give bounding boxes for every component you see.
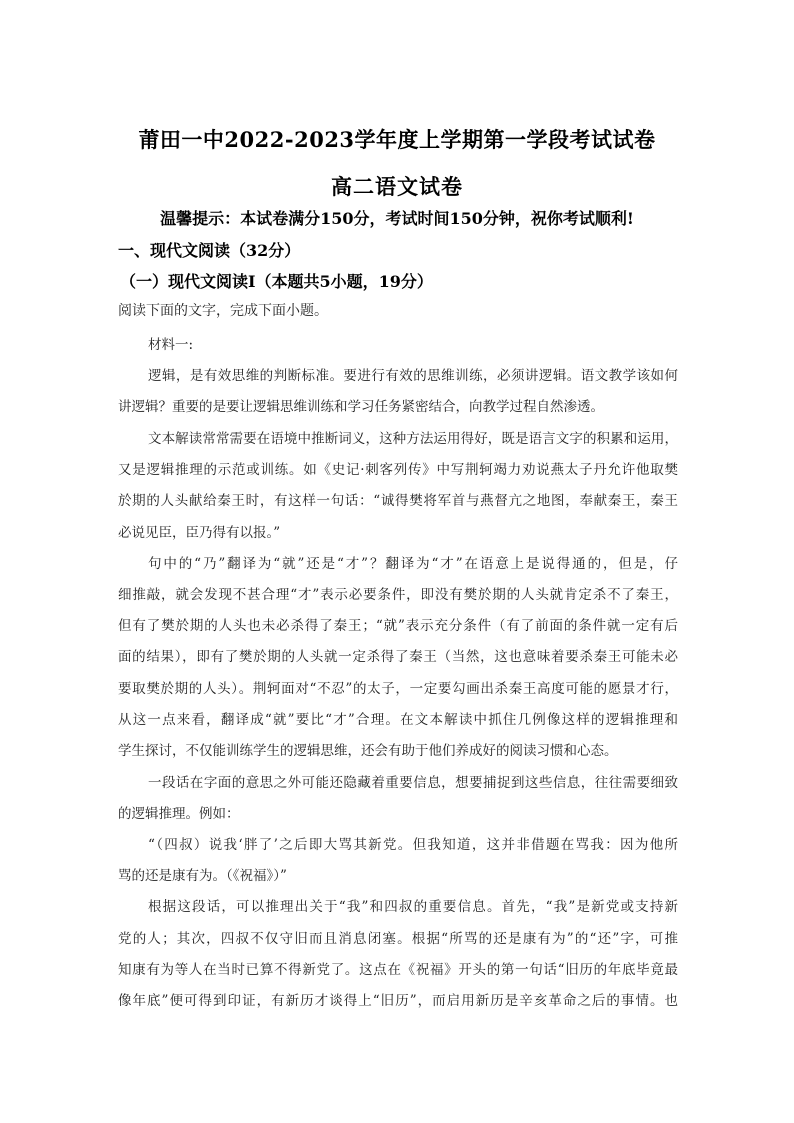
passage-line: 根据这段话，可以推理出关于“我”和四叔的重要信息。首先，“我”是新党或支持新 (148, 899, 678, 915)
passage-line: 面的结果），即有了樊於期的人头就一定杀得了秦王（当然，这也意味着要杀秦王可能未必 (118, 649, 678, 665)
instruction-text: 阅读下面的文字，完成下面小题。 (118, 303, 328, 319)
passage-line: 从这一点来看，翻译成“就”要比“才”合理。在文本解读中抓住几例像这样的逻辑推理和 (118, 712, 678, 728)
passage-line: 细推敲，就会发现不甚合理“才”表示必要条件，即没有樊於期的人头就肯定杀不了秦王， (118, 587, 678, 603)
passage-line: 讲逻辑？重要的是要让逻辑思维训练和学习任务紧密结合，向教学过程自然渗透。 (118, 399, 604, 415)
passage-line: 党的人；其次，四叔不仅守旧而且消息闭塞。根据“所骂的还是康有为”的“还”字，可推 (118, 931, 678, 947)
passage-line: 文本解读常常需要在语境中推断词义，这种方法运用得好，既是语言文字的积累和运用， (148, 431, 678, 447)
material-label: 材料一: (148, 337, 194, 353)
passage-line: 逻辑，是有效思维的判断标准。要进行有效的思维训练，必须讲逻辑。语文教学该如何 (148, 368, 678, 384)
exam-tip: 温馨提示：本试卷满分150分，考试时间150分钟，祝你考试顺利! (160, 209, 634, 228)
passage-line: 句中的“乃”翻译为“就”还是“才”？翻译为“才”在语意上是说得通的，但是，仔 (148, 556, 678, 572)
passage-line: 要取樊於期的人头）。荆轲面对“不忍”的太子，一定要勾画出杀秦王高度可能的愿景才行， (118, 681, 678, 697)
exam-title: 莆田一中2022-2023学年度上学期第一学段考试试卷 (138, 127, 656, 152)
passage-line: 学生探讨，不仅能训练学生的逻辑思维，还会有助于他们养成好的阅读习惯和心态。 (118, 743, 618, 759)
passage-line: 必说见臣，臣乃得有以报。” (118, 525, 281, 541)
section-heading-part1: 一、现代文阅读（32分） (118, 241, 301, 260)
passage-line: 像年底”便可得到印证，有新历才谈得上“旧历”，而启用新历是辛亥革命之后的事情。也 (118, 993, 678, 1009)
passage-line: 一段话在字面的意思之外可能还隐藏着重要信息，想要捕捉到这些信息，往往需要细致 (148, 775, 678, 791)
passage-line: 的逻辑推理。例如： (118, 806, 240, 822)
section-heading-part1-1: （一）现代文阅读Ⅰ（本题共5小题，19分） (120, 272, 433, 291)
passage-line: 於期的人头献给秦王时，有这样一句话：“诚得樊将军首与燕督亢之地图，奉献秦王，秦王 (118, 493, 678, 509)
passage-line: 但有了樊於期的人头也未必杀得了秦王；“就”表示充分条件（有了前面的条件就一定有后 (118, 618, 678, 634)
passage-line: “（四叔）说我‘胖了’之后即大骂其新党。但我知道，这并非借题在骂我：因为他所 (148, 837, 678, 853)
passage-line: 骂的还是康有为。（《祝福》）” (118, 868, 287, 884)
passage-line: 又是逻辑推理的示范或训练。如《史记·刺客列传》中写荆轲竭力劝说燕太子丹允许他取樊 (118, 462, 678, 478)
passage-line: 知康有为等人在当时已算不得新党了。这点在《祝福》开头的第一句话“旧历的年底毕竟最 (118, 962, 678, 978)
exam-subtitle: 高二语文试卷 (331, 174, 463, 199)
